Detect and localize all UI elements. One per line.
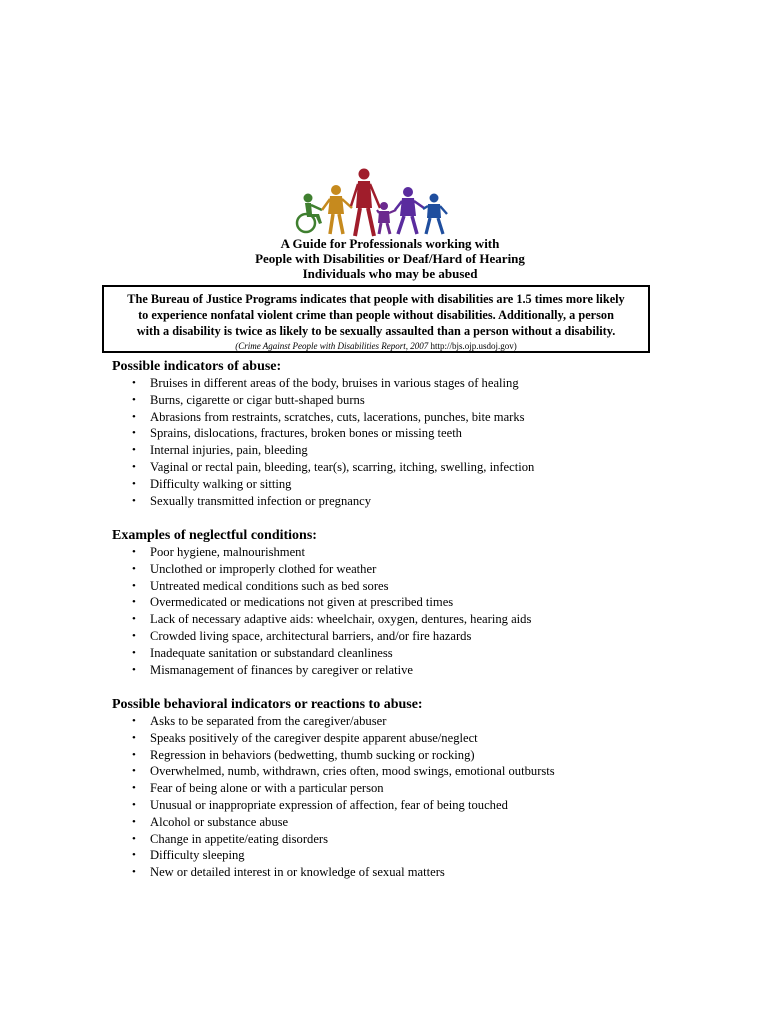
wheelchair-figure [297,194,322,233]
title-line-3: Individuals who may be abused [302,266,478,281]
red-figure [351,169,380,237]
bullet-icon: • [132,715,136,727]
bullet-icon: • [132,748,136,761]
bullet-icon: • [132,765,136,778]
callout-line-3: with a disability is twice as likely to be sexually assaulted than a person without a disability. [136,324,616,338]
bullet-icon: • [132,546,136,558]
list-item: • New or detailed interest in or knowledge of sexual matters [132,865,445,880]
list-item: • Fear of being alone or with a particular person [132,781,384,796]
list-item: • Overwhelmed, numb, withdrawn, cries often, mood swings, emotional outbursts [132,764,555,779]
list-item: • Alcohol or substance abuse [132,814,289,829]
bullet-icon: • [132,562,136,575]
title-line-2: People with Disabilities or Deaf/Hard of Hearing [255,251,525,266]
bullet-icon: • [132,377,136,389]
bullet-icon: • [132,782,136,795]
bullet-icon: • [132,663,136,676]
document-title [240,236,540,281]
bullet-icon: • [132,477,136,490]
bullet-icon: • [132,613,136,626]
callout-citation [104,340,648,352]
list-item: • Unusual or inappropriate expression of affection, fear of being touched [132,797,508,812]
title-line-1: A Guide for Professionals working with [280,236,500,251]
list-item: • Asks to be separated from the caregiver/abuser [132,714,387,728]
bullet-icon: • [132,393,136,406]
bullet-icon: • [132,579,136,592]
list-item: • Burns, cigarette or cigar butt-shaped burns [132,392,365,407]
section-heading: Possible indicators of abuse: [112,359,282,374]
section-heading: Examples of neglectful conditions: [112,528,317,543]
citation-title: (Crime Against People with Disabilities Report, 2007 [235,341,429,351]
list-item: • Change in appetite/eating disorders [132,831,329,846]
bullet-icon: • [132,596,136,609]
bullet-icon: • [132,866,136,879]
list-item: • Lack of necessary adaptive aids: wheelchair, oxygen, dentures, hearing aids [132,612,532,627]
bullet-icon: • [132,646,136,659]
bullet-icon: • [132,427,136,440]
purple-figure [395,187,424,234]
list-item: • Vaginal or rectal pain, bleeding, tear(s), scarring, itching, swelling, infection [132,459,535,474]
section-heading: Possible behavioral indicators or reactions to abuse: [112,697,423,712]
family-logo [292,168,450,238]
bullet-icon: • [132,849,136,862]
list-item: • Difficulty walking or sitting [132,476,292,491]
list-item: • Overmedicated or medications not given at prescribed times [132,595,454,610]
list-item: • Regression in behaviors (bedwetting, thumb sucking or rocking) [132,747,475,762]
list-item: • Inadequate sanitation or substandard cleanliness [132,645,393,660]
bullet-icon: • [132,460,136,473]
bullet-icon: • [132,798,136,811]
list-item: • Sprains, dislocations, fractures, broken bones or missing teeth [132,426,462,441]
list-item: • Bruises in different areas of the body, bruises in various stages of healing [132,376,519,390]
list-item: • Sexually transmitted infection or pregnancy [132,493,372,508]
bullet-icon: • [132,444,136,457]
list-item: • Poor hygiene, malnourishment [132,545,305,559]
bullet-list [112,375,672,509]
callout-line-2: to experience nonfatal violent crime than people without disabilities. Additionally, a person [138,308,614,322]
bullet-icon: • [132,832,136,845]
list-item: • Crowded living space, architectural barriers, and/or fire hazards [132,628,472,643]
bullet-icon: • [132,629,136,642]
list-item: • Untreated medical conditions such as bed sores [132,578,389,593]
orange-figure [322,185,352,234]
list-item: • Internal injuries, pain, bleeding [132,443,308,458]
callout-line-1: The Bureau of Justice Programs indicates that people with disabilities are 1.5 times more likely [127,292,625,306]
list-item: • Abrasions from restraints, scratches, cuts, lacerations, punches, bite marks [132,409,525,424]
list-item: • Difficulty sleeping [132,848,245,863]
section-behavioral-indicators [112,696,672,881]
section-neglectful-conditions [112,527,672,678]
bullet-icon: • [132,494,136,507]
bullet-icon: • [132,815,136,828]
list-item: • Unclothed or improperly clothed for weather [132,561,377,576]
bullet-icon: • [132,731,136,744]
statistics-callout-box [102,285,650,353]
list-item: • Mismanagement of finances by caregiver or relative [132,662,413,677]
section-abuse-indicators [112,358,672,509]
list-item: • Speaks positively of the caregiver despite apparent abuse/neglect [132,730,478,745]
blue-figure [423,194,447,235]
bullet-list [112,713,672,881]
bullet-icon: • [132,410,136,423]
citation-url: http://bjs.ojp.usdoj.gov) [430,341,517,351]
bullet-list [112,544,672,678]
